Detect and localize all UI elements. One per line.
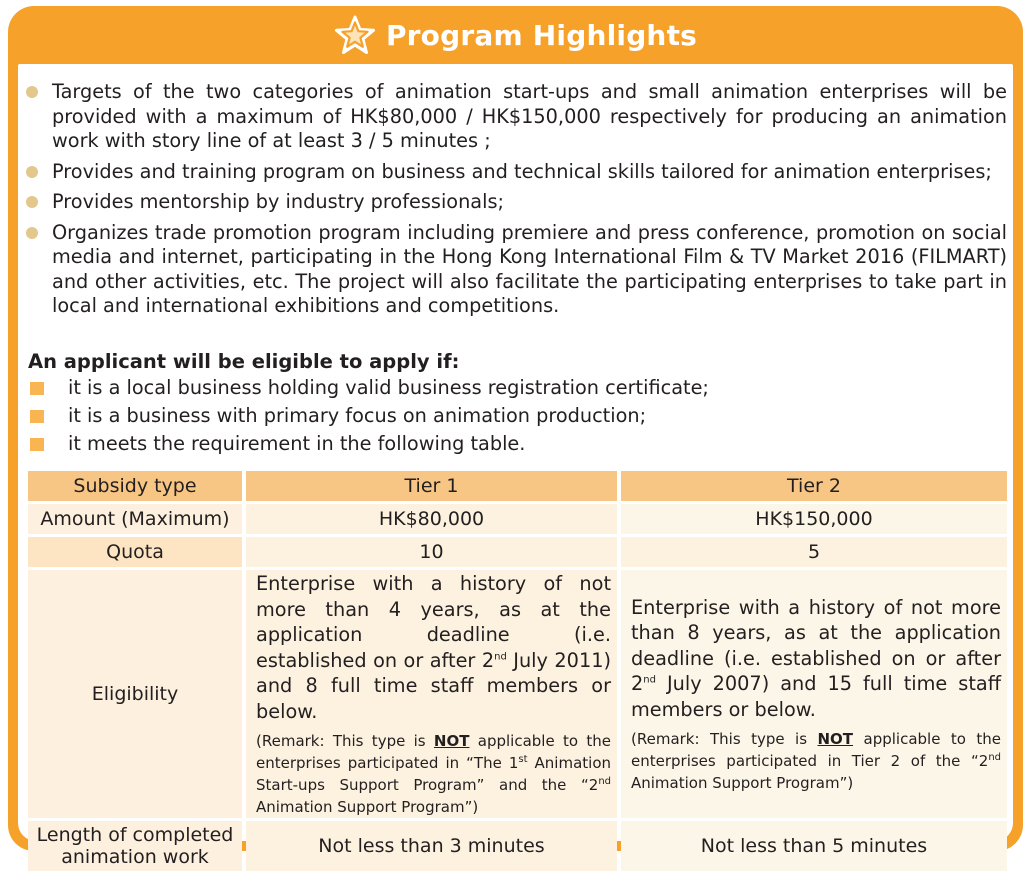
table-cell: Not less than 5 minutes	[621, 821, 1007, 871]
list-item	[18, 221, 1013, 319]
text-segment: Enterprise with a history of not more than 8 years, as at the application deadline (i.e. established on or after 2	[631, 595, 1001, 696]
emphasis-not: NOT	[817, 730, 854, 749]
highlight-text: Organizes trade promotion program including premiere and press conference, promotion on social media and internet, participating in the Hong Kong International Film & TV Market 2016 (FILMART) and other activities, etc. The project will also facilitate the participating enterprises to take part in local and international exhibitions and competitions.	[52, 220, 1007, 317]
list-item	[18, 80, 1013, 154]
row-label	[28, 821, 242, 871]
text-segment: (Remark: This type is	[256, 732, 434, 750]
list-item	[18, 404, 1013, 428]
text-segment: Enterprise with a history of not more than 4 years, as at the application deadline (i.e. established on or after 2	[256, 572, 611, 672]
text-segment: (Remark: This type is	[631, 730, 818, 749]
list-item	[18, 190, 1013, 215]
highlight-text: Provides and training program on business and technical skills tailored for animation enterprises;	[52, 159, 992, 183]
label-line: animation work	[61, 846, 209, 868]
square-bullet-icon	[30, 382, 44, 395]
label-line: Length of completed	[36, 824, 234, 846]
bullet-dot-icon	[26, 196, 38, 208]
superscript: nd	[643, 674, 656, 686]
table-row	[28, 821, 1007, 871]
program-highlights-panel	[8, 6, 1023, 868]
table-cell: 10	[246, 537, 617, 567]
bullet-dot-icon	[26, 86, 38, 98]
list-item	[18, 160, 1013, 185]
highlight-text: Targets of the two categories of animation start-ups and small animation enterprises will be provided with a maximum of HK$80,000 / HK$150,000 respectively for producing an animation work with story line of at least 3 / 5 minutes ;	[52, 80, 1007, 152]
text-segment: applicable to the enterprises participated in “The 1	[256, 732, 611, 772]
table-row	[28, 504, 1007, 534]
table-header-row	[28, 471, 1007, 501]
text-segment: Animation Start-ups Support Program” and the “2	[256, 754, 612, 794]
table-row	[28, 570, 1007, 818]
emphasis-not: NOT	[433, 732, 470, 750]
row-label: Amount (Maximum)	[28, 504, 242, 534]
panel-content	[18, 64, 1013, 868]
list-item	[18, 376, 1013, 400]
condition-text: it meets the requirement in the following table.	[68, 432, 526, 455]
highlights-list	[18, 80, 1013, 325]
column-header: Subsidy type	[28, 471, 242, 501]
text-segment: Animation Support Program”)	[631, 774, 854, 793]
star-icon	[334, 14, 376, 56]
bullet-dot-icon	[26, 227, 38, 239]
eligibility-conditions	[18, 376, 1013, 460]
superscript: nd	[988, 752, 1001, 764]
table-cell: HK$80,000	[246, 504, 617, 534]
eligibility-text	[250, 570, 613, 730]
column-header: Tier 1	[246, 471, 617, 501]
square-bullet-icon	[30, 438, 44, 451]
superscript: nd	[494, 651, 507, 663]
highlight-text: Provides mentorship by industry professionals;	[52, 190, 505, 213]
text-segment: July 2007) and 15 full time staff members or below.	[631, 672, 1001, 721]
table-cell: Not less than 3 minutes	[246, 821, 617, 871]
eligibility-heading: An applicant will be eligible to apply if:	[28, 350, 460, 373]
condition-text: it is a local business holding valid business registration certificate;	[68, 376, 709, 399]
text-segment: Animation Support Program”)	[256, 798, 479, 816]
text-segment: July 2011) and 8 full time staff members or below.	[256, 648, 611, 723]
eligibility-text	[625, 594, 1003, 729]
row-label: Quota	[28, 537, 242, 567]
eligibility-remark	[250, 730, 613, 818]
superscript: st	[518, 754, 528, 765]
text-segment: applicable to the enterprises participated in Tier 2 of the “2	[631, 730, 1002, 771]
square-bullet-icon	[30, 410, 44, 423]
table-row	[28, 537, 1007, 567]
page-title: Program Highlights	[385, 18, 698, 52]
column-header: Tier 2	[621, 471, 1007, 501]
panel-header	[8, 6, 1023, 64]
subsidy-table	[24, 468, 1011, 874]
bullet-dot-icon	[26, 166, 38, 178]
eligibility-remark	[625, 728, 1003, 794]
list-item	[18, 432, 1013, 456]
table-cell	[621, 570, 1007, 818]
table-cell: 5	[621, 537, 1007, 567]
superscript: nd	[598, 776, 611, 787]
condition-text: it is a business with primary focus on animation production;	[68, 404, 647, 427]
table-cell: HK$150,000	[621, 504, 1007, 534]
row-label: Eligibility	[28, 570, 242, 818]
table-cell	[246, 570, 617, 818]
